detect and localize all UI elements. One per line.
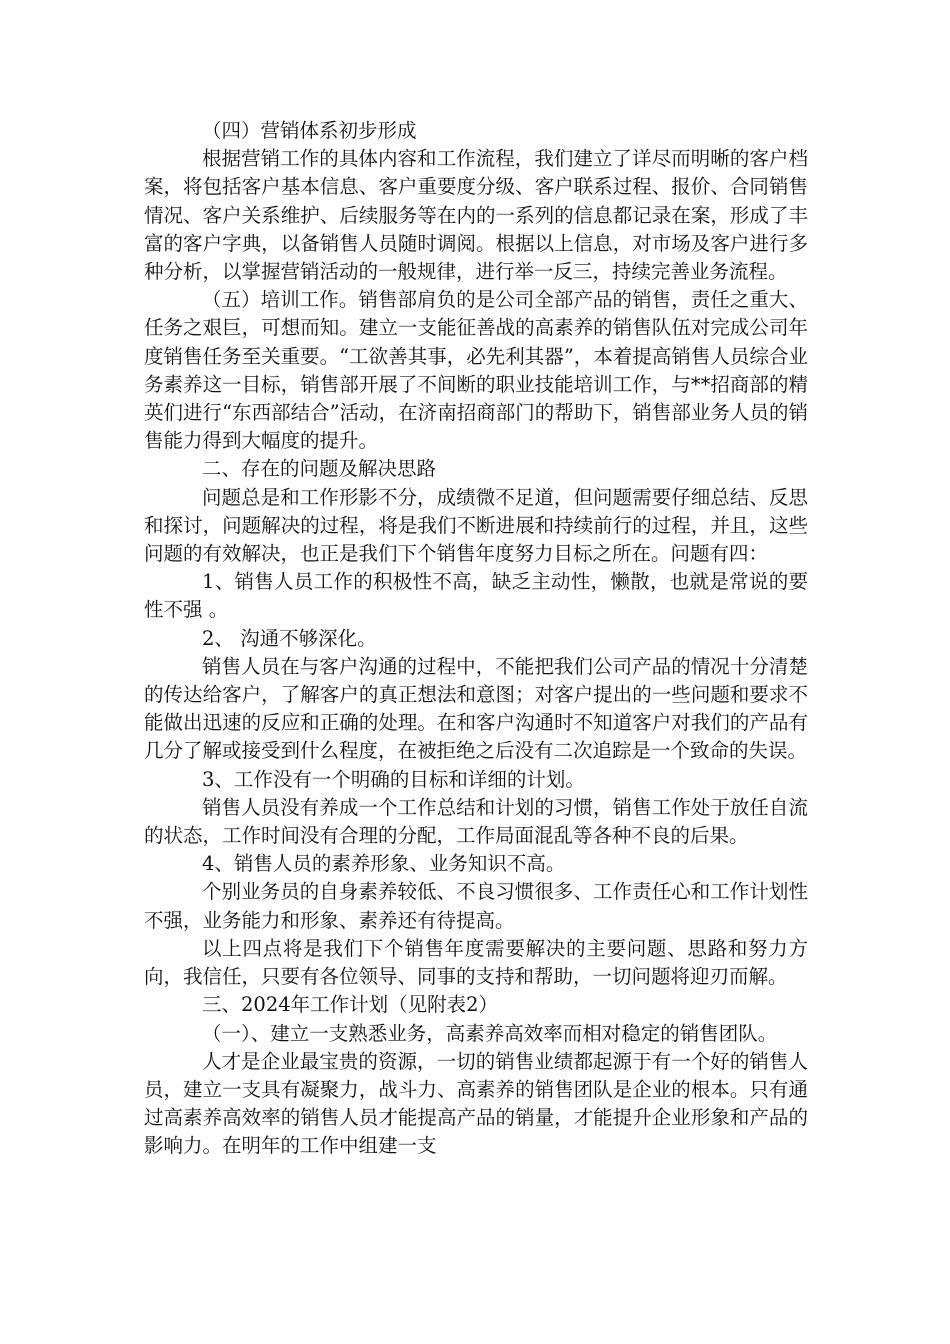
paragraph-planning: 销售人员没有养成一个工作总结和计划的习惯，销售工作处于放任自流的状态，工作时间没有合理的分配，工作局面混乱等各种不良的后果。: [144, 795, 808, 848]
list-item-problem-2: 2、 沟通不够深化。: [202, 626, 377, 650]
section-heading-problems: 二、存在的问题及解决思路: [202, 457, 437, 481]
section-heading-marketing-system: （四）营销体系初步形成: [202, 119, 417, 142]
paragraph-summary: 以上四点将是我们下个销售年度需要解决的主要问题、思路和努力方向，我信任，只要有各位领导、同事的支持和帮助，一切问题将迎刃而解。: [144, 936, 808, 989]
paragraph-training: （五）培训工作。销售部肩负的是公司全部产品的销售，责任之重大、任务之艰巨，可想而知。建立一支能征善战的高素养的销售队伍对完成公司年度销售任务至关重要。“工欲善其事，必先利其器”，本着提高销售人员综合业务素养这一目标，销售部开展了不间断的职业技能培训工作，与**招商部的精英们进行“东西部结合”活动，在济南招商部门的帮助下，销售部业务人员的销售能力得到大幅度的提升。: [144, 288, 808, 453]
section-heading-work-plan: 三、2024年工作计划（见附表2）: [202, 993, 499, 1017]
document-body: [144, 117, 808, 1161]
list-item-problem-3: 3、工作没有一个明确的目标和详细的计划。: [202, 767, 585, 791]
paragraph-quality: 个别业务员的自身素养较低、不良习惯很多、工作责任心和工作计划性不强，业务能力和形象、素养还有待提高。: [144, 880, 808, 932]
paragraph-communication: 销售人员在与客户沟通的过程中，不能把我们公司产品的情况十分清楚的传达给客户，了解客户的真正想法和意图；对客户提出的一些问题和要求不能做出迅速的反应和正确的处理。在和客户沟通时不知道客户对我们的产品有几分了解或接受到什么程度，在被拒绝之后没有二次追踪是一个致命的失误。: [144, 654, 808, 763]
list-item-problem-4: 4、销售人员的素养形象、业务知识不高。: [202, 852, 566, 876]
list-item-problem-1: 1、销售人员工作的积极性不高，缺乏主动性，懒散，也就是常说的要性不强 。: [144, 570, 808, 622]
paragraph-talent: 人才是企业最宝贵的资源，一切的销售业绩都起源于有一个好的销售人员，建立一支具有凝聚力，战斗力、高素养的销售团队是企业的根本。只有通过高素养高效率的销售人员才能提高产品的销量，才能提升企业形象和产品的影响力。在明年的工作中组建一支: [144, 1049, 808, 1158]
list-item-plan-1: （一）、建立一支熟悉业务，高素养高效率而相对稳定的销售团队。: [202, 1021, 778, 1045]
paragraph-customer-archive: 根据营销工作的具体内容和工作流程，我们建立了详尽而明晰的客户档案，将包括客户基本信息、客户重要度分级、客户联系过程、报价、合同销售情况、客户关系维护、后续服务等在内的一系列的信息都记录在案，形成了丰富的客户字典，以备销售人员随时调阅。根据以上信息，对市场及客户进行多种分析，以掌握营销活动的一般规律，进行举一反三，持续完善业务流程。: [144, 147, 808, 284]
paragraph-problems-intro: 问题总是和工作形影不分，成绩微不足道，但问题需要仔细总结、反思和探讨，问题解决的过程，将是我们不断进展和持续前行的过程，并且，这些问题的有效解决，也正是我们下个销售年度努力目标之所在。问题有四：: [144, 485, 808, 566]
